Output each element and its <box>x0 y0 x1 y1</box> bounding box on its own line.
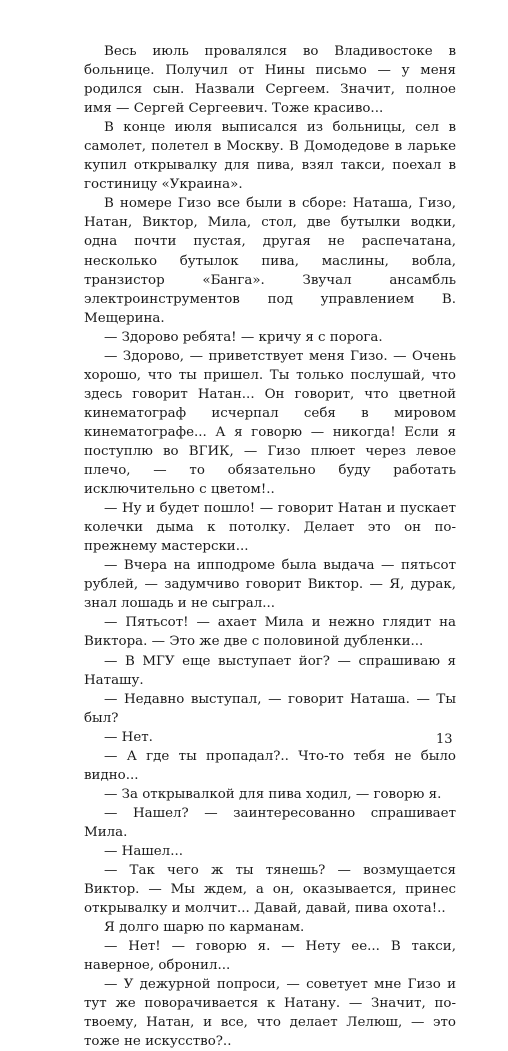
paragraph: — А где ты пропадал?.. Что-то тебя не было видно... <box>84 748 456 783</box>
paragraph: — Нет! — говорю я. — Нету ее... В такси, наверное, обронил... <box>84 939 456 974</box>
paragraph: — Нашел... <box>104 843 183 859</box>
paragraph: Я долго шарю по карманам. <box>104 920 305 936</box>
paragraph: — За открывалкой для пива ходил, — говорю я. <box>104 786 442 802</box>
paragraph: Весь июль провалялся во Владивостоке в больнице. Получил от Нины письмо — у меня родился сын. Назвали Сергеем. Значит, полное имя — Сергей Сергеевич. Тоже красиво... <box>84 44 456 117</box>
paragraph: — Нет. <box>104 729 153 745</box>
paragraph: — Так чего ж ты тянешь? — возмущается Виктор. — Мы ждем, а он, оказывается, принес открывалку и молчит... Давай, давай, пива охота!.. <box>84 863 456 917</box>
paragraph: В номере Гизо все были в сборе: Наташа, Гизо, Натан, Виктор, Мила, стол, две бутылки водки, одна почти пустая, другая не распечатана, несколько бутылок пива, маслины, вобла, транзистор «Банга». Звучал ансамбль электроинструментов под управлением В. Мещерина. <box>84 196 456 326</box>
body-text <box>84 42 456 1051</box>
paragraph: — Недавно выступал, — говорит Наташа. — Ты был? <box>84 691 456 726</box>
paragraph: — Ну и будет пошло! — говорит Натан и пускает колечки дыма к потолку. Делает это он по-прежнему мастерски... <box>84 501 456 555</box>
paragraph: — Нашел? — заинтересованно спрашивает Мила. <box>84 805 456 840</box>
paragraph: — В МГУ еще выступает йог? — спрашиваю я Наташу. <box>84 653 456 688</box>
paragraph: — Вчера на ипподроме была выдача — пятьсот рублей, — задумчиво говорит Виктор. — Я, дурак, знал лошадь и не сыграл... <box>84 558 456 612</box>
paragraph: — У дежурной попроси, — советует мне Гизо и тут же поворачивается к Натану. — Значит, по-твоему, Натан, и все, что делает Лелюш, — это тоже не искусство?.. <box>84 977 456 1050</box>
paragraph: — Здорово ребята! — кричу я с порога. <box>104 329 383 345</box>
page-number: 13 <box>436 732 453 747</box>
paragraph: — Здорово, — приветствует меня Гизо. — Очень хорошо, что ты пришел. Ты только послушай, что здесь говорит Натан... Он говорит, что цветной кинематограф исчерпал себя в мировом кинематографе... А я говорю — никогда! Если я поступлю во ВГИК, — Гизо плюет через левое плечо, — то обязательно буду работать исключительно с цветом!.. <box>84 348 456 498</box>
paragraph: В конце июля выписался из больницы, сел в самолет, полетел в Москву. В Домодедове в ларьке купил открывалку для пива, взял такси, поехал в гостиницу «Украина». <box>84 120 456 193</box>
paragraph: — Пятьсот! — ахает Мила и нежно глядит на Виктора. — Это же две с половиной дубленки... <box>84 615 456 650</box>
